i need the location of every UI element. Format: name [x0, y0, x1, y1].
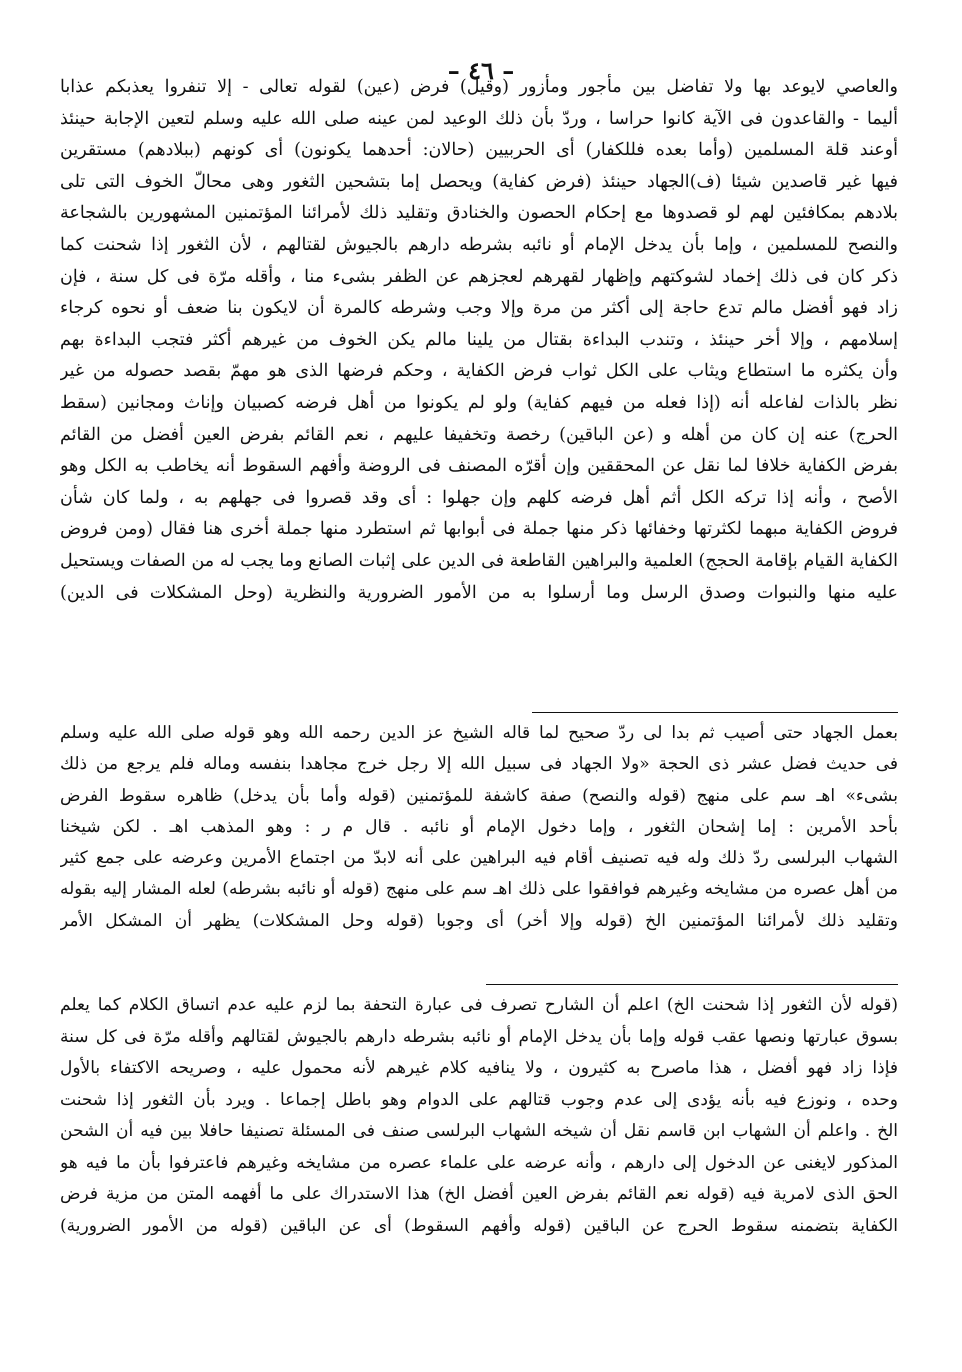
- main-text-line: والعاصي لايوعد بها ولا تفاضل بين مأجور ومأزور (وقيل) فرض (عين) لقوله تعالى - إلا تنفروا يعذبكم عذابا: [60, 77, 898, 97]
- main-text-line: عليه منها والنبوات وصدق الرسل وما أرسلوا به من الأمور الضرورية والنظرية (وحل المشكلات فى الدين): [60, 582, 898, 603]
- footnote-2-line: الخ . واعلم أن الشهاب ابن قاسم نقل أن شيخه الشهاب البرلسى صنف فى المسئلة تصنيفا حافلا بين فيه أن الشحن: [60, 1121, 898, 1141]
- footnote-2-line: وحده ، ونوزع فيه بأنه يؤدى إلى عدم وجوب قتالهم على الدوام وهو باطل إجماعا . ويرد بأن الثغور إذا شحنت: [60, 1089, 898, 1110]
- main-text-line: وأن يكثره ما استطاع ويثاب على الكل ثواب فرض الكفاية ، وحكم فرضها الذى هو مهمّ بقصد حصوله من غير: [60, 361, 898, 382]
- footnote-1-line: فى حديث فضل عشر ذى الحجة «ولا الجهاد فى سبيل الله إلا رجل خرج مجاهدا بنفسه وماله فلم يرجع من ذلك: [60, 754, 898, 775]
- footnote-1-line: بشىء» اهـ سم على منهج (قوله والنصح) صفة كاشفة للمؤتمنين (قوله وأما بأن يدخل) ظاهره سقوط الفرض: [60, 785, 898, 806]
- main-text-line: فيها غير قاصدين شيئا (ف)الجهاد حينئذ (فرض كفاية) ويحصل إما بتشحين الثغور وهى محالّ الخوف التى تلى: [60, 171, 898, 192]
- main-text-block: [60, 72, 898, 609]
- main-text-line: الحرج) عنه إن كان من أهله و (عن الباقين) رخصة وتخفيفا عليهم ، نعم القائم بفرض العين أفضل من القائم: [60, 424, 898, 445]
- footnote-block-2: [60, 990, 898, 1242]
- footnote-1-line: الشهاب البرلسى ردّ ذلك وله فيه تصنيف أقام فيه البراهين على أنه لابدّ من اجتماع الأمرين وعرضه على جمع كثير: [60, 848, 898, 869]
- footnote-2-line: (قوله لأن الثغور إذا شحنت الخ) اعلم أن الشارح تصرف فى عبارة التحفة بما لزم عليه عدم اتساق الكلام كما يعلم: [60, 995, 898, 1015]
- main-text-line: ذكر كان فى ذلك إخماد لشوكتهم وإظهار لقهرهم لعجزهم عن الظفر بشىء منا ، وأقله مرّة فى كل سنة ، فإن: [60, 266, 898, 287]
- footnote-1-line: بأحد الأمرين : إما إشحان الثغور ، وإما دخول الإمام أو نائبه . قال م ر : وهو المذهب اهـ . لكن شيخنا: [60, 816, 898, 837]
- footnote-block-1: [60, 718, 898, 937]
- main-text-line: أليما - والقاعدون فى الآية كانوا حراسا ، وردّ بأن ذلك الوعيد لمن عينه صلى الله عليه وسلم لتعين الإجابة حينئذ: [60, 108, 898, 129]
- main-text-line: نظر بالذات لفاعله أنه (إذا فعله من فيهم كفاية) ولو لم يكونوا من أهل فرضه كصبيان وإناث ومجانين (سقط: [60, 392, 898, 413]
- footnote-1-line: وتقليد ذلك لأمرائنا المؤتمنين الخ (قوله وإلا أخر) أى وجوبا (قوله وحل المشكلات) يظهر أن المشكل الأمر: [60, 910, 898, 931]
- footnote-2-line: الحق الذى لامرية فيه (قوله نعم القائم بفرض العين أفضل الخ) هذا الاستدراك على ما أفهمه المتن من مزية فرض: [60, 1184, 898, 1204]
- main-text-line: إسلامهم ، وإلا أخر حينئذ ، وتندب البداءة بقتال من يلينا مالم يكن الخوف من غيرهم أكثر فتجب البداءة بهم: [60, 329, 898, 350]
- footnote-1-line: من أهل عصره من مشايخه وغيرهم فوافقوا على ذلك اهـ سم على منهج (قوله أو نائبه بشرطه) لعله المشار إليه بقوله: [60, 879, 898, 900]
- main-text-line: الأصح ، وأنه إذا تركه الكل أثم أهل فرضه كلهم وإن جهلوا : أى وقد قصروا فى جهلهم به ، ولما كان شأن: [60, 487, 898, 508]
- main-text-line: الكفاية القيام بإقامة الحجج) العلمية والبراهين القاطعة فى الدين على إثبات الصانع وما يجب له من الصفات ويستحيل: [60, 550, 898, 571]
- footnote-divider-2: [486, 984, 898, 985]
- footnote-1-line: بعمل الجهاد حتى أصيب ثم بدا لى ردّ صحيح لما قاله الشيخ عز الدين رحمه الله وهو قوله صلى الله عليه وسلم: [60, 723, 898, 743]
- main-text-line: والنصح للمسلمين ، وإما بأن يدخل الإمام أو نائبه بشرطه دارهم بالجيوش لقتالهم ، لأن الثغور إذا شحنت كما: [60, 234, 898, 255]
- main-text-line: زاد فهو أفضل مالم تدع حاجة إلى أكثر من مرة وإلا وجب وشرطه كالمرة أن لايكون بنا ضعف أو نحوه كرجاء: [60, 298, 898, 319]
- footnote-2-line: المذكور لايغنى عن الدخول إلى دارهم ، وأنه عرضه على علماء عصره من مشايخه وغيرهم فاعترفوا بأن ما فيه هو: [60, 1152, 898, 1173]
- main-text-line: بلادهم بمكافئين لهم لو قصدوها مع إحكام الحصون والخنادق وتقليد ذلك لأمرائنا المؤتمنين المشهورين بالشجاعة: [60, 203, 898, 224]
- footnote-divider-1: [532, 712, 898, 713]
- footnote-2-line: بسوق عبارتها ونصها عقب قوله وإما بأن يدخل الإمام أو نائبه بشرطه دارهم بالجيوش لقتالهم وأقله مرّة فى كل سنة: [60, 1026, 898, 1047]
- main-text-line: بفرض الكفاية خلافا لما نقل عن المحققين وإن أقرّه المصنف فى الروضة وأفهم السقوط أنه يخاطب به الكل وهو: [60, 456, 898, 477]
- page-number: – ٤٦ –: [447, 56, 515, 85]
- footnote-2-line: الكفاية بتضمنه سقوط الحرج عن الباقين (قوله وأفهم السقوط) أى عن الباقين (قوله من الأمور الضرورية): [60, 1215, 898, 1236]
- main-text-line: أوعند قلة المسلمين (وأما بعده فللكفار) أى الحربيين (حالان: أحدهما يكونون) أى كونهم (ببلادهم) مستقرين: [60, 140, 898, 161]
- main-text-line: فروض الكفاية مبهما لكثرتها وخفائها ذكر منها جملة فى أبوابها ثم استطرد منها جملة أخرى هنا فقال (ومن فروض: [60, 519, 898, 540]
- footnote-2-line: فإذا زاد فهو أفضل ، هذا ماصرح به كثيرون ، ولا ينافيه كلام غيرهم لأنه محمول عليه ، وصريحه الاكتفاء بالأول: [60, 1058, 898, 1078]
